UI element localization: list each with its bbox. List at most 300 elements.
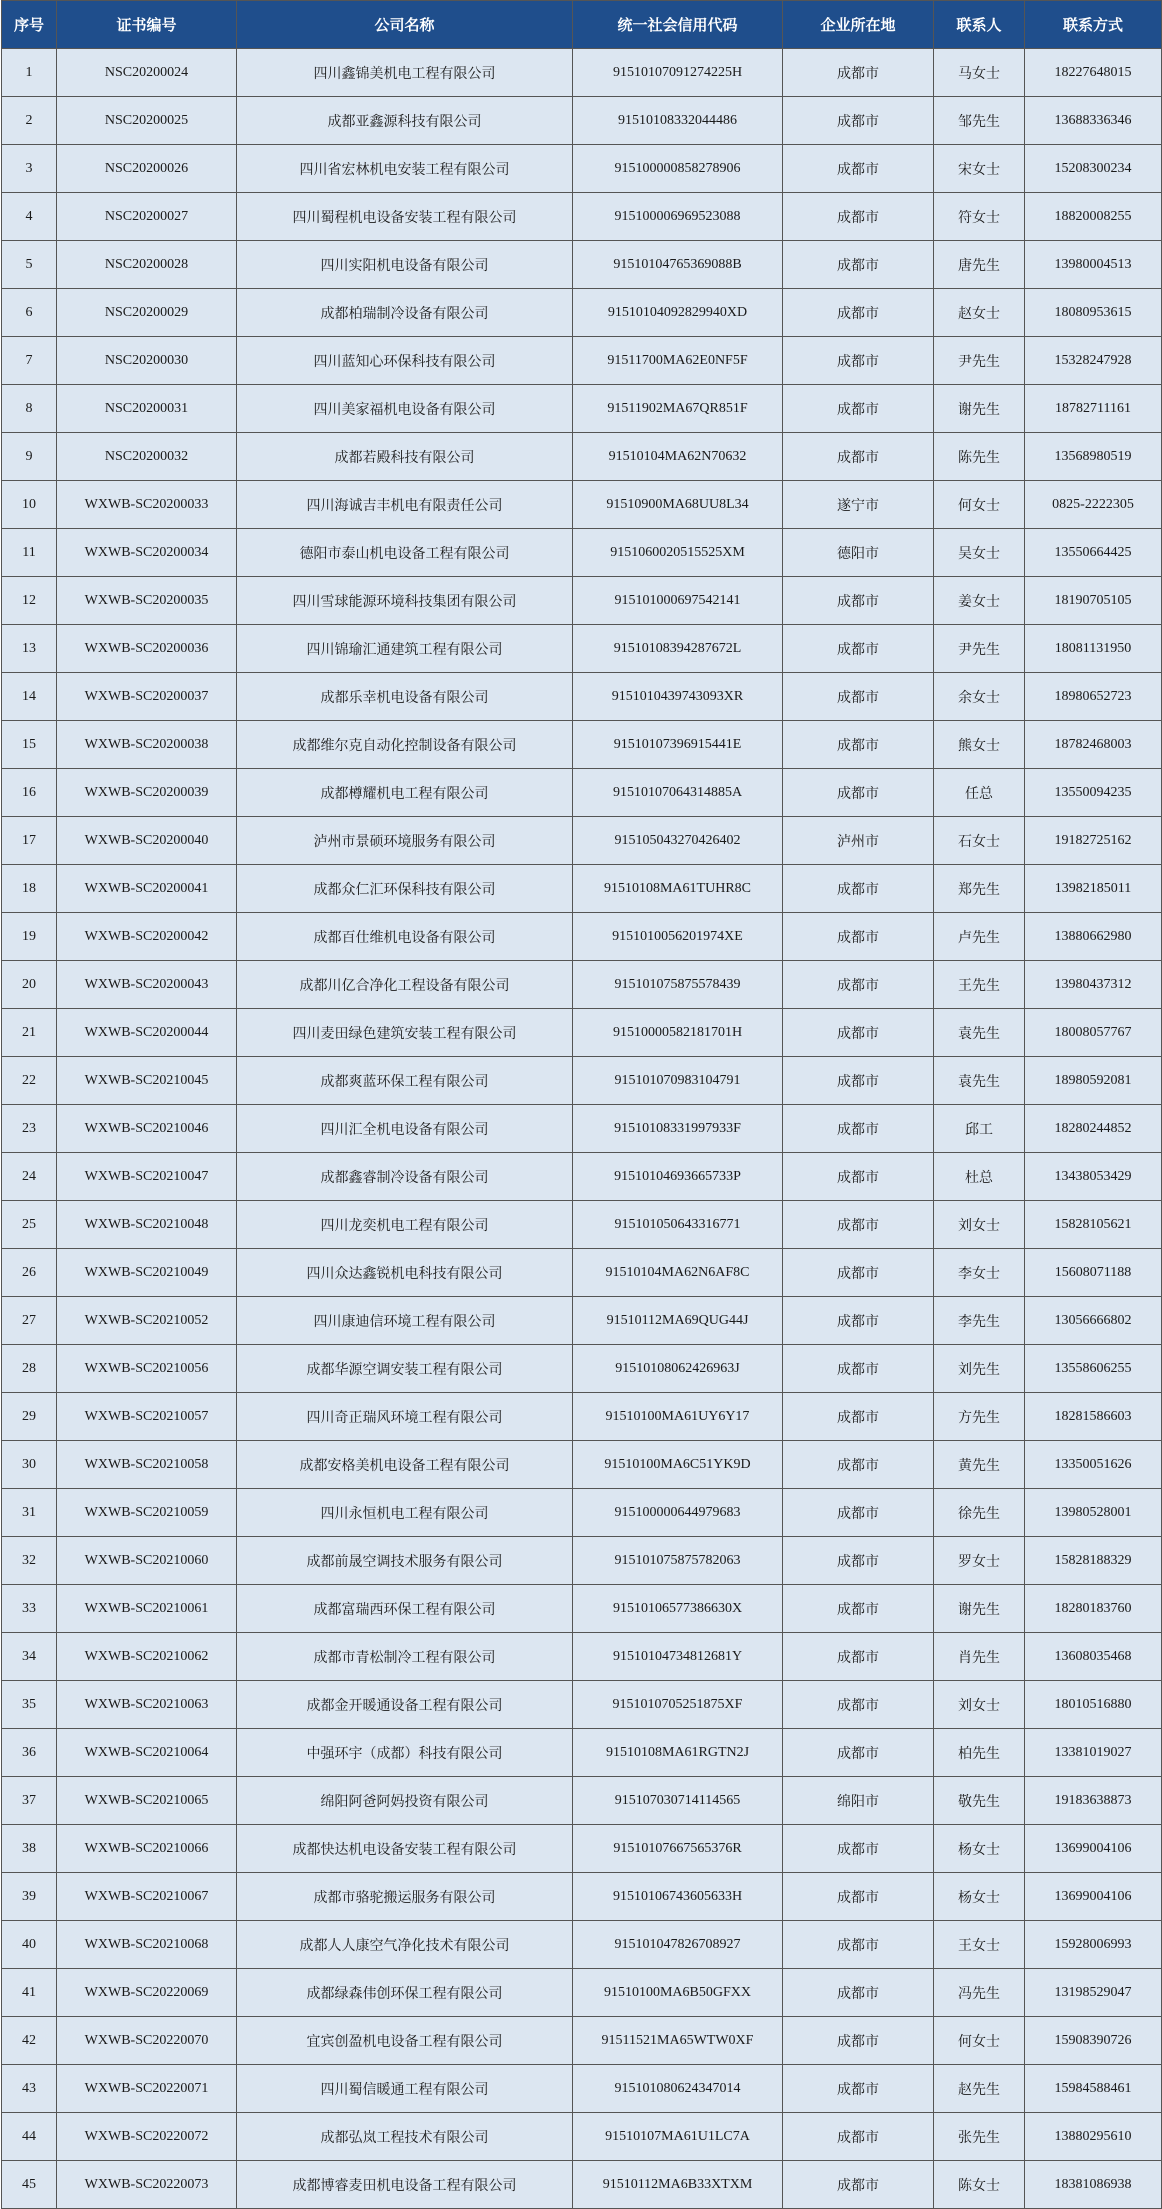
cell-contact-person: 方先生 xyxy=(934,1393,1025,1441)
cell-certificate-number: WXWB-SC20200035 xyxy=(57,577,237,625)
cell-credit-code: 91511700MA62E0NF5F xyxy=(573,337,783,385)
cell-contact-person: 李女士 xyxy=(934,1249,1025,1297)
cell-company-name: 成都百仕维机电设备有限公司 xyxy=(237,913,573,961)
cell-contact-person: 冯先生 xyxy=(934,1969,1025,2017)
cell-contact-person: 唐先生 xyxy=(934,241,1025,289)
table-row xyxy=(2,49,1162,97)
cell-location: 成都市 xyxy=(783,1537,934,1585)
cell-contact-person: 张先生 xyxy=(934,2113,1025,2161)
cell-phone: 19183638873 xyxy=(1025,1777,1162,1825)
cell-certificate-number: WXWB-SC20210065 xyxy=(57,1777,237,1825)
cell-contact-person: 宋女士 xyxy=(934,145,1025,193)
header-company-name: 公司名称 xyxy=(237,1,573,49)
cell-serial-number: 5 xyxy=(2,241,57,289)
cell-serial-number: 3 xyxy=(2,145,57,193)
cell-serial-number: 27 xyxy=(2,1297,57,1345)
cell-location: 泸州市 xyxy=(783,817,934,865)
cell-contact-person: 邹先生 xyxy=(934,97,1025,145)
cell-phone: 18281586603 xyxy=(1025,1393,1162,1441)
cell-certificate-number: WXWB-SC20210052 xyxy=(57,1297,237,1345)
cell-certificate-number: WXWB-SC20220073 xyxy=(57,2161,237,2209)
cell-location: 成都市 xyxy=(783,1681,934,1729)
cell-serial-number: 12 xyxy=(2,577,57,625)
cell-contact-person: 刘女士 xyxy=(934,1681,1025,1729)
cell-certificate-number: NSC20200027 xyxy=(57,193,237,241)
cell-credit-code: 91510106743605633H xyxy=(573,1873,783,1921)
cell-certificate-number: NSC20200030 xyxy=(57,337,237,385)
cell-serial-number: 17 xyxy=(2,817,57,865)
cell-serial-number: 22 xyxy=(2,1057,57,1105)
cell-certificate-number: WXWB-SC20200041 xyxy=(57,865,237,913)
cell-company-name: 四川鑫锦美机电工程有限公司 xyxy=(237,49,573,97)
cell-serial-number: 19 xyxy=(2,913,57,961)
cell-serial-number: 30 xyxy=(2,1441,57,1489)
cell-company-name: 德阳市泰山机电设备工程有限公司 xyxy=(237,529,573,577)
cell-phone: 18381086938 xyxy=(1025,2161,1162,2209)
cell-serial-number: 20 xyxy=(2,961,57,1009)
cell-certificate-number: WXWB-SC20200033 xyxy=(57,481,237,529)
cell-company-name: 四川众达鑫锐机电科技有限公司 xyxy=(237,1249,573,1297)
cell-location: 成都市 xyxy=(783,1585,934,1633)
cell-contact-person: 尹先生 xyxy=(934,625,1025,673)
cell-location: 成都市 xyxy=(783,1297,934,1345)
cell-company-name: 成都前晟空调技术服务有限公司 xyxy=(237,1537,573,1585)
table-row xyxy=(2,97,1162,145)
cell-certificate-number: WXWB-SC20210045 xyxy=(57,1057,237,1105)
cell-location: 成都市 xyxy=(783,673,934,721)
table-row xyxy=(2,865,1162,913)
cell-location: 成都市 xyxy=(783,1921,934,1969)
cell-location: 成都市 xyxy=(783,433,934,481)
cell-certificate-number: WXWB-SC20200044 xyxy=(57,1009,237,1057)
cell-phone: 13982185011 xyxy=(1025,865,1162,913)
cell-serial-number: 26 xyxy=(2,1249,57,1297)
cell-phone: 18081131950 xyxy=(1025,625,1162,673)
cell-serial-number: 31 xyxy=(2,1489,57,1537)
table-row xyxy=(2,913,1162,961)
cell-serial-number: 24 xyxy=(2,1153,57,1201)
table-row xyxy=(2,1297,1162,1345)
cell-contact-person: 尹先生 xyxy=(934,337,1025,385)
cell-credit-code: 91510108332044486 xyxy=(573,97,783,145)
cell-certificate-number: WXWB-SC20210068 xyxy=(57,1921,237,1969)
cell-contact-person: 邱工 xyxy=(934,1105,1025,1153)
header-certificate-number: 证书编号 xyxy=(57,1,237,49)
header-serial-number: 序号 xyxy=(2,1,57,49)
cell-certificate-number: WXWB-SC20210049 xyxy=(57,1249,237,1297)
table-row xyxy=(2,1537,1162,1585)
cell-location: 成都市 xyxy=(783,193,934,241)
header-location: 企业所在地 xyxy=(783,1,934,49)
table-row xyxy=(2,433,1162,481)
cell-location: 德阳市 xyxy=(783,529,934,577)
cell-serial-number: 32 xyxy=(2,1537,57,1585)
cell-credit-code: 9151010056201974XE xyxy=(573,913,783,961)
cell-company-name: 成都安格美机电设备工程有限公司 xyxy=(237,1441,573,1489)
cell-contact-person: 杨女士 xyxy=(934,1873,1025,1921)
cell-phone: 13980437312 xyxy=(1025,961,1162,1009)
cell-credit-code: 91510107396915441E xyxy=(573,721,783,769)
cell-serial-number: 45 xyxy=(2,2161,57,2209)
cell-credit-code: 91510000582181701H xyxy=(573,1009,783,1057)
table-row xyxy=(2,385,1162,433)
cell-phone: 13056666802 xyxy=(1025,1297,1162,1345)
cell-company-name: 四川康迪信环境工程有限公司 xyxy=(237,1297,573,1345)
cell-phone: 18980652723 xyxy=(1025,673,1162,721)
cell-company-name: 成都鑫睿制冷设备有限公司 xyxy=(237,1153,573,1201)
cell-phone: 13980528001 xyxy=(1025,1489,1162,1537)
cell-location: 绵阳市 xyxy=(783,1777,934,1825)
cell-contact-person: 李先生 xyxy=(934,1297,1025,1345)
cell-company-name: 成都亚鑫源科技有限公司 xyxy=(237,97,573,145)
cell-credit-code: 915101050643316771 xyxy=(573,1201,783,1249)
cell-company-name: 四川蜀程机电设备安装工程有限公司 xyxy=(237,193,573,241)
cell-phone: 13699004106 xyxy=(1025,1825,1162,1873)
table-row xyxy=(2,289,1162,337)
cell-certificate-number: WXWB-SC20200034 xyxy=(57,529,237,577)
cell-contact-person: 卢先生 xyxy=(934,913,1025,961)
table-row xyxy=(2,1345,1162,1393)
cell-contact-person: 王先生 xyxy=(934,961,1025,1009)
cell-location: 成都市 xyxy=(783,145,934,193)
cell-location: 成都市 xyxy=(783,769,934,817)
table-row xyxy=(2,1873,1162,1921)
cell-location: 成都市 xyxy=(783,1489,934,1537)
cell-credit-code: 9151060020515525XM xyxy=(573,529,783,577)
cell-location: 成都市 xyxy=(783,385,934,433)
cell-phone: 18782468003 xyxy=(1025,721,1162,769)
cell-contact-person: 肖先生 xyxy=(934,1633,1025,1681)
cell-credit-code: 91510107064314885A xyxy=(573,769,783,817)
cell-certificate-number: WXWB-SC20210047 xyxy=(57,1153,237,1201)
cell-certificate-number: WXWB-SC20210056 xyxy=(57,1345,237,1393)
cell-company-name: 成都弘岚工程技术有限公司 xyxy=(237,2113,573,2161)
cell-contact-person: 任总 xyxy=(934,769,1025,817)
cell-company-name: 成都人人康空气净化技术有限公司 xyxy=(237,1921,573,1969)
table-row xyxy=(2,2113,1162,2161)
table-row xyxy=(2,241,1162,289)
cell-phone: 13880295610 xyxy=(1025,2113,1162,2161)
cell-credit-code: 91510108MA61RGTN2J xyxy=(573,1729,783,1777)
cell-company-name: 四川蜀信暖通工程有限公司 xyxy=(237,2065,573,2113)
cell-certificate-number: WXWB-SC20200036 xyxy=(57,625,237,673)
cell-location: 遂宁市 xyxy=(783,481,934,529)
cell-serial-number: 37 xyxy=(2,1777,57,1825)
cell-certificate-number: WXWB-SC20210059 xyxy=(57,1489,237,1537)
table-row xyxy=(2,625,1162,673)
cell-credit-code: 91510104734812681Y xyxy=(573,1633,783,1681)
cell-company-name: 成都富瑞西环保工程有限公司 xyxy=(237,1585,573,1633)
cell-credit-code: 91510107091274225H xyxy=(573,49,783,97)
cell-company-name: 成都维尔克自动化控制设备有限公司 xyxy=(237,721,573,769)
cell-company-name: 宜宾创盈机电设备工程有限公司 xyxy=(237,2017,573,2065)
cell-contact-person: 罗女士 xyxy=(934,1537,1025,1585)
cell-certificate-number: WXWB-SC20200043 xyxy=(57,961,237,1009)
cell-company-name: 四川雪球能源环境科技集团有限公司 xyxy=(237,577,573,625)
cell-certificate-number: NSC20200031 xyxy=(57,385,237,433)
cell-credit-code: 91510112MA6B33XTXM xyxy=(573,2161,783,2209)
cell-credit-code: 91510104092829940XD xyxy=(573,289,783,337)
cell-credit-code: 915100000858278906 xyxy=(573,145,783,193)
cell-location: 成都市 xyxy=(783,97,934,145)
table-row xyxy=(2,673,1162,721)
cell-phone: 18010516880 xyxy=(1025,1681,1162,1729)
cell-credit-code: 915105043270426402 xyxy=(573,817,783,865)
table-row xyxy=(2,2017,1162,2065)
cell-company-name: 四川实阳机电设备有限公司 xyxy=(237,241,573,289)
cell-company-name: 四川省宏林机电安装工程有限公司 xyxy=(237,145,573,193)
cell-serial-number: 10 xyxy=(2,481,57,529)
cell-serial-number: 35 xyxy=(2,1681,57,1729)
cell-location: 成都市 xyxy=(783,1873,934,1921)
cell-certificate-number: WXWB-SC20210064 xyxy=(57,1729,237,1777)
table-row xyxy=(2,481,1162,529)
cell-serial-number: 40 xyxy=(2,1921,57,1969)
cell-location: 成都市 xyxy=(783,337,934,385)
cell-location: 成都市 xyxy=(783,961,934,1009)
cell-phone: 15608071188 xyxy=(1025,1249,1162,1297)
cell-credit-code: 91510108394287672L xyxy=(573,625,783,673)
cell-credit-code: 915107030714114565 xyxy=(573,1777,783,1825)
cell-location: 成都市 xyxy=(783,913,934,961)
table-row xyxy=(2,1729,1162,1777)
cell-contact-person: 何女士 xyxy=(934,2017,1025,2065)
header-contact-person: 联系人 xyxy=(934,1,1025,49)
cell-company-name: 成都市青松制冷工程有限公司 xyxy=(237,1633,573,1681)
table-row xyxy=(2,337,1162,385)
table-row xyxy=(2,1489,1162,1537)
cell-phone: 13880662980 xyxy=(1025,913,1162,961)
cell-company-name: 成都若殿科技有限公司 xyxy=(237,433,573,481)
cell-contact-person: 熊女士 xyxy=(934,721,1025,769)
cell-phone: 18820008255 xyxy=(1025,193,1162,241)
table-row xyxy=(2,1153,1162,1201)
cell-serial-number: 14 xyxy=(2,673,57,721)
cell-phone: 18980592081 xyxy=(1025,1057,1162,1105)
cell-serial-number: 6 xyxy=(2,289,57,337)
cell-certificate-number: WXWB-SC20220072 xyxy=(57,2113,237,2161)
cell-credit-code: 91510108331997933F xyxy=(573,1105,783,1153)
cell-credit-code: 91510104693665733P xyxy=(573,1153,783,1201)
table-row xyxy=(2,1393,1162,1441)
cell-contact-person: 马女士 xyxy=(934,49,1025,97)
cell-phone: 13568980519 xyxy=(1025,433,1162,481)
cell-location: 成都市 xyxy=(783,1825,934,1873)
cell-company-name: 成都爽蓝环保工程有限公司 xyxy=(237,1057,573,1105)
cell-location: 成都市 xyxy=(783,1345,934,1393)
cell-phone: 13198529047 xyxy=(1025,1969,1162,2017)
cell-credit-code: 91510100MA6C51YK9D xyxy=(573,1441,783,1489)
cell-certificate-number: WXWB-SC20220069 xyxy=(57,1969,237,2017)
cell-company-name: 四川龙奕机电工程有限公司 xyxy=(237,1201,573,1249)
cell-credit-code: 915101075875578439 xyxy=(573,961,783,1009)
cell-serial-number: 42 xyxy=(2,2017,57,2065)
cell-phone: 13699004106 xyxy=(1025,1873,1162,1921)
table-row xyxy=(2,529,1162,577)
cell-certificate-number: NSC20200028 xyxy=(57,241,237,289)
cell-location: 成都市 xyxy=(783,865,934,913)
cell-certificate-number: WXWB-SC20210061 xyxy=(57,1585,237,1633)
header-phone: 联系方式 xyxy=(1025,1,1162,49)
cell-serial-number: 18 xyxy=(2,865,57,913)
cell-phone: 18190705105 xyxy=(1025,577,1162,625)
cell-location: 成都市 xyxy=(783,1201,934,1249)
cell-serial-number: 1 xyxy=(2,49,57,97)
cell-credit-code: 9151010439743093XR xyxy=(573,673,783,721)
cell-company-name: 成都市骆驼搬运服务有限公司 xyxy=(237,1873,573,1921)
cell-company-name: 成都众仁汇环保科技有限公司 xyxy=(237,865,573,913)
cell-serial-number: 28 xyxy=(2,1345,57,1393)
cell-serial-number: 11 xyxy=(2,529,57,577)
cell-phone: 18008057767 xyxy=(1025,1009,1162,1057)
cell-company-name: 四川锦瑜汇通建筑工程有限公司 xyxy=(237,625,573,673)
cell-company-name: 成都柏瑞制冷设备有限公司 xyxy=(237,289,573,337)
cell-certificate-number: WXWB-SC20220071 xyxy=(57,2065,237,2113)
cell-credit-code: 91510100MA6B50GFXX xyxy=(573,1969,783,2017)
table-row xyxy=(2,1105,1162,1153)
cell-contact-person: 吴女士 xyxy=(934,529,1025,577)
cell-location: 成都市 xyxy=(783,1105,934,1153)
cell-phone: 18782711161 xyxy=(1025,385,1162,433)
cell-company-name: 成都博睿麦田机电设备工程有限公司 xyxy=(237,2161,573,2209)
cell-company-name: 泸州市景硕环境服务有限公司 xyxy=(237,817,573,865)
cell-contact-person: 袁先生 xyxy=(934,1009,1025,1057)
cell-company-name: 成都川亿合净化工程设备有限公司 xyxy=(237,961,573,1009)
cell-credit-code: 91510108MA61TUHR8C xyxy=(573,865,783,913)
cell-certificate-number: NSC20200029 xyxy=(57,289,237,337)
cell-certificate-number: WXWB-SC20210057 xyxy=(57,1393,237,1441)
cell-credit-code: 91510108062426963J xyxy=(573,1345,783,1393)
cell-credit-code: 915101080624347014 xyxy=(573,2065,783,2113)
cell-phone: 15984588461 xyxy=(1025,2065,1162,2113)
cell-contact-person: 刘先生 xyxy=(934,1345,1025,1393)
cell-company-name: 四川永恒机电工程有限公司 xyxy=(237,1489,573,1537)
table-row xyxy=(2,1057,1162,1105)
table-row xyxy=(2,2065,1162,2113)
cell-location: 成都市 xyxy=(783,1057,934,1105)
table-row xyxy=(2,1009,1162,1057)
cell-contact-person: 何女士 xyxy=(934,481,1025,529)
cell-serial-number: 43 xyxy=(2,2065,57,2113)
table-row xyxy=(2,721,1162,769)
cell-serial-number: 34 xyxy=(2,1633,57,1681)
cell-location: 成都市 xyxy=(783,1153,934,1201)
cell-serial-number: 13 xyxy=(2,625,57,673)
cell-serial-number: 29 xyxy=(2,1393,57,1441)
cell-certificate-number: WXWB-SC20210063 xyxy=(57,1681,237,1729)
cell-location: 成都市 xyxy=(783,721,934,769)
cell-credit-code: 91511521MA65WTW0XF xyxy=(573,2017,783,2065)
table-row xyxy=(2,961,1162,1009)
cell-phone: 15908390726 xyxy=(1025,2017,1162,2065)
cell-company-name: 四川蓝知心环保科技有限公司 xyxy=(237,337,573,385)
cell-location: 成都市 xyxy=(783,1393,934,1441)
cell-credit-code: 91510100MA61UY6Y17 xyxy=(573,1393,783,1441)
cell-phone: 13608035468 xyxy=(1025,1633,1162,1681)
cell-location: 成都市 xyxy=(783,2161,934,2209)
cell-location: 成都市 xyxy=(783,1729,934,1777)
cell-contact-person: 杨女士 xyxy=(934,1825,1025,1873)
cell-credit-code: 91510104MA62N6AF8C xyxy=(573,1249,783,1297)
cell-certificate-number: NSC20200024 xyxy=(57,49,237,97)
cell-location: 成都市 xyxy=(783,1249,934,1297)
cell-location: 成都市 xyxy=(783,2065,934,2113)
cell-certificate-number: WXWB-SC20200042 xyxy=(57,913,237,961)
cell-company-name: 四川海诚吉丰机电有限责任公司 xyxy=(237,481,573,529)
cell-company-name: 成都乐幸机电设备有限公司 xyxy=(237,673,573,721)
cell-phone: 13558606255 xyxy=(1025,1345,1162,1393)
cell-certificate-number: WXWB-SC20210062 xyxy=(57,1633,237,1681)
cell-contact-person: 黄先生 xyxy=(934,1441,1025,1489)
cell-certificate-number: WXWB-SC20200040 xyxy=(57,817,237,865)
cell-contact-person: 刘女士 xyxy=(934,1201,1025,1249)
cell-contact-person: 赵先生 xyxy=(934,2065,1025,2113)
cell-contact-person: 谢先生 xyxy=(934,1585,1025,1633)
cell-location: 成都市 xyxy=(783,1441,934,1489)
cell-serial-number: 2 xyxy=(2,97,57,145)
cell-phone: 18227648015 xyxy=(1025,49,1162,97)
cell-credit-code: 915101070983104791 xyxy=(573,1057,783,1105)
cell-phone: 15828105621 xyxy=(1025,1201,1162,1249)
cell-serial-number: 15 xyxy=(2,721,57,769)
cell-contact-person: 袁先生 xyxy=(934,1057,1025,1105)
cell-location: 成都市 xyxy=(783,1633,934,1681)
cell-certificate-number: WXWB-SC20220070 xyxy=(57,2017,237,2065)
cell-credit-code: 91510107MA61U1LC7A xyxy=(573,2113,783,2161)
table-row xyxy=(2,1249,1162,1297)
cell-certificate-number: WXWB-SC20200037 xyxy=(57,673,237,721)
table-row xyxy=(2,1585,1162,1633)
cell-location: 成都市 xyxy=(783,2113,934,2161)
cell-credit-code: 915100006969523088 xyxy=(573,193,783,241)
cell-location: 成都市 xyxy=(783,625,934,673)
cell-credit-code: 91510104765369088B xyxy=(573,241,783,289)
cell-credit-code: 91510900MA68UU8L34 xyxy=(573,481,783,529)
cell-location: 成都市 xyxy=(783,1969,934,2017)
cell-serial-number: 39 xyxy=(2,1873,57,1921)
cell-company-name: 四川汇全机电设备有限公司 xyxy=(237,1105,573,1153)
header-credit-code: 统一社会信用代码 xyxy=(573,1,783,49)
cell-serial-number: 38 xyxy=(2,1825,57,1873)
cell-phone: 13350051626 xyxy=(1025,1441,1162,1489)
cell-credit-code: 91510104MA62N70632 xyxy=(573,433,783,481)
cell-company-name: 成都金开暖通设备工程有限公司 xyxy=(237,1681,573,1729)
cell-certificate-number: NSC20200025 xyxy=(57,97,237,145)
cell-credit-code: 915101075875782063 xyxy=(573,1537,783,1585)
cell-contact-person: 陈女士 xyxy=(934,2161,1025,2209)
cell-company-name: 四川奇正瑞风环境工程有限公司 xyxy=(237,1393,573,1441)
cell-contact-person: 杜总 xyxy=(934,1153,1025,1201)
table-row xyxy=(2,1633,1162,1681)
cell-phone: 18080953615 xyxy=(1025,289,1162,337)
cell-certificate-number: WXWB-SC20200039 xyxy=(57,769,237,817)
cell-serial-number: 4 xyxy=(2,193,57,241)
cell-company-name: 绵阳阿爸阿妈投资有限公司 xyxy=(237,1777,573,1825)
cell-contact-person: 陈先生 xyxy=(934,433,1025,481)
cell-phone: 19182725162 xyxy=(1025,817,1162,865)
cell-credit-code: 91511902MA67QR851F xyxy=(573,385,783,433)
cell-phone: 15328247928 xyxy=(1025,337,1162,385)
table-row xyxy=(2,577,1162,625)
cell-phone: 0825-2222305 xyxy=(1025,481,1162,529)
cell-phone: 13381019027 xyxy=(1025,1729,1162,1777)
cell-credit-code: 91510107667565376R xyxy=(573,1825,783,1873)
table-row xyxy=(2,145,1162,193)
cell-certificate-number: WXWB-SC20210046 xyxy=(57,1105,237,1153)
cell-credit-code: 915101000697542141 xyxy=(573,577,783,625)
cell-serial-number: 33 xyxy=(2,1585,57,1633)
cell-contact-person: 石女士 xyxy=(934,817,1025,865)
